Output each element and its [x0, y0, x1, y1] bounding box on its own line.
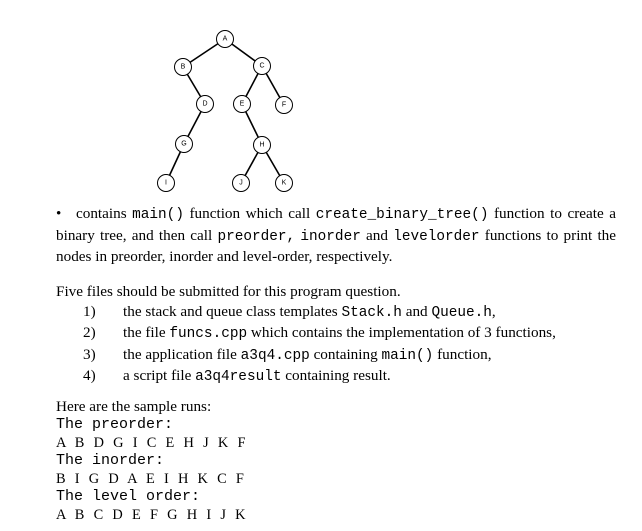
tree-node-b — [175, 59, 192, 76]
level-order-sequence: A B C D E F G H I J K — [56, 507, 249, 523]
files-intro: Five files should be submitted for this program question. — [56, 283, 401, 300]
tree-node-k — [276, 175, 293, 192]
code-stack-h: Stack.h — [341, 304, 402, 321]
level-order-label: The level order: — [56, 488, 201, 505]
svg-text:G: G — [181, 140, 187, 148]
file-item-4 — [83, 366, 616, 388]
file-item-text: a script file a3q4result containing result. — [123, 367, 391, 386]
svg-text:D: D — [202, 100, 208, 108]
file-item-1 — [83, 302, 616, 324]
code-queue-h: Queue.h — [431, 304, 492, 321]
code-a3q4-cpp: a3q4.cpp — [240, 347, 310, 364]
tree-node-e — [234, 96, 251, 113]
preorder-sequence: A B D G I C E H J K F — [56, 435, 249, 451]
svg-text:I: I — [165, 179, 167, 187]
file-item-number: 4) — [83, 367, 96, 385]
tree-node-c — [254, 58, 271, 75]
svg-text:B: B — [180, 63, 186, 71]
tree-node-f — [276, 97, 293, 114]
file-item-text: the application file a3q4.cpp containing main() function, — [123, 345, 492, 364]
bullet-text-3: function to create a binary tree, and then call — [56, 205, 616, 244]
tree-node-g — [176, 136, 193, 153]
svg-text:F: F — [281, 101, 287, 109]
code-inorder: inorder — [300, 228, 361, 245]
code-funcs-cpp: funcs.cpp — [169, 326, 248, 343]
svg-text:E: E — [239, 100, 245, 108]
files-section — [56, 282, 616, 388]
sample-heading: Here are the sample runs: — [56, 398, 212, 415]
file-item-2 — [83, 323, 616, 345]
svg-text:C: C — [259, 62, 265, 70]
bullet-text-2: function which call — [183, 205, 316, 222]
file-item-text: the stack and queue class templates Stack.h and Queue.h, — [123, 302, 496, 321]
code-create-binary-tree: create_binary_tree() — [315, 207, 489, 223]
preorder-label: The preorder: — [56, 416, 174, 433]
code-main: main() — [132, 207, 184, 223]
code-a3q4result: a3q4result — [195, 369, 282, 386]
file-item-number: 2) — [83, 324, 96, 342]
tree-node-j — [233, 175, 250, 192]
bullet-symbol: • — [56, 205, 62, 222]
inorder-sequence: B I G D A E I H K C F — [56, 471, 247, 487]
bullet-text-5: and — [360, 226, 394, 244]
tree-node-d — [197, 96, 214, 113]
bullet-text-6: functions to print the nodes in preorder, inorder and level-order, respectively. — [56, 226, 616, 266]
svg-text:A: A — [222, 35, 228, 43]
tree-nodes — [158, 31, 293, 192]
inorder-label: The inorder: — [56, 452, 165, 469]
tree-node-i — [158, 175, 175, 192]
file-item-3 — [83, 345, 616, 367]
svg-text:J: J — [239, 179, 243, 187]
code-main: main() — [381, 347, 434, 364]
binary-tree-diagram — [0, 0, 642, 200]
svg-text:H: H — [259, 141, 265, 149]
tree-node-h — [254, 137, 271, 154]
file-item-number: 1) — [83, 302, 96, 320]
svg-text:K: K — [281, 179, 287, 187]
tree-node-a — [217, 31, 234, 48]
file-item-number: 3) — [83, 345, 96, 363]
bullet-paragraph — [56, 204, 616, 267]
code-preorder: preorder, — [217, 228, 296, 245]
sample-section — [56, 398, 616, 524]
file-item-text: the file funcs.cpp which contains the implementation of 3 functions, — [123, 324, 556, 343]
bullet-text-1: contains — [76, 205, 133, 222]
code-levelorder: levelorder — [393, 228, 480, 245]
